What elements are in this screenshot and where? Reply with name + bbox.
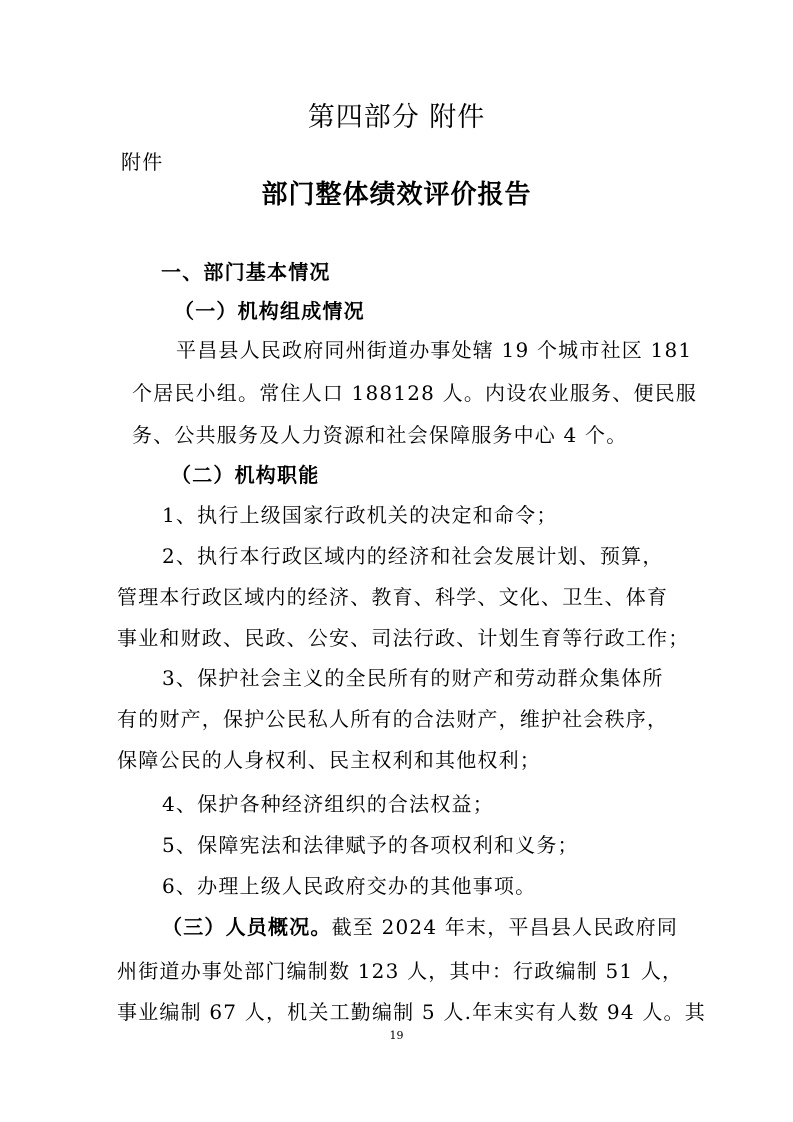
function-item: 1、执行上级国家行政机关的决定和命令； <box>162 503 558 527</box>
paragraph-line: 事业和财政、民政、公安、司法行政、计划生育等行政工作； <box>117 626 690 650</box>
paragraph-line: 个居民小组。常住人口 188128 人。内设农业服务、便民服 <box>132 381 698 405</box>
subsection-heading-functions: （二）机构职能 <box>171 463 320 487</box>
paragraph-line: 保障公民的人身权利、民主权利和其他权利； <box>117 748 541 772</box>
report-title: 部门整体绩效评价报告 <box>261 180 532 210</box>
page-number: 19 <box>389 1029 404 1042</box>
attachment-label: 附件 <box>121 150 164 174</box>
paragraph-line: 务、公共服务及人力资源和社会保障服务中心 4 个。 <box>132 423 628 447</box>
part-title: 第四部分 附件 <box>307 102 486 133</box>
function-item: 6、办理上级人民政府交办的其他事项。 <box>162 874 537 898</box>
function-item: 4、保护各种经济组织的合法权益； <box>162 792 494 816</box>
paragraph-line: 有的财产，保护公民私人所有的合法财产，维护社会秩序， <box>117 707 669 731</box>
paragraph-line: 州街道办事处部门编制数 123 人，其中：行政编制 51 人， <box>117 959 684 983</box>
subsection-heading-personnel: （三）人员概况。 <box>162 915 332 939</box>
section-heading: 一、部门基本情况 <box>161 260 331 284</box>
personnel-text: 截至 2024 年末，平昌县人民政府同 <box>331 915 679 939</box>
function-item: 2、执行本行政区域内的经济和社会发展计划、预算， <box>162 544 664 568</box>
subsection-heading-structure: （一）机构组成情况 <box>174 299 365 323</box>
personnel-first-line <box>162 913 678 941</box>
paragraph-line: 平昌县人民政府同州街道办事处辖 19 个城市社区 181 <box>176 338 693 362</box>
function-item: 5、保障宪法和法律赋予的各项权利和义务； <box>162 833 579 857</box>
paragraph-line: 事业编制 67 人，机关工勤编制 5 人.年末实有人数 94 人。其 <box>117 1000 706 1024</box>
paragraph-line: 管理本行政区域内的经济、教育、科学、文化、卫生、体育 <box>117 585 669 609</box>
function-item: 3、保护社会主义的全民所有的财产和劳动群众集体所 <box>162 666 664 690</box>
